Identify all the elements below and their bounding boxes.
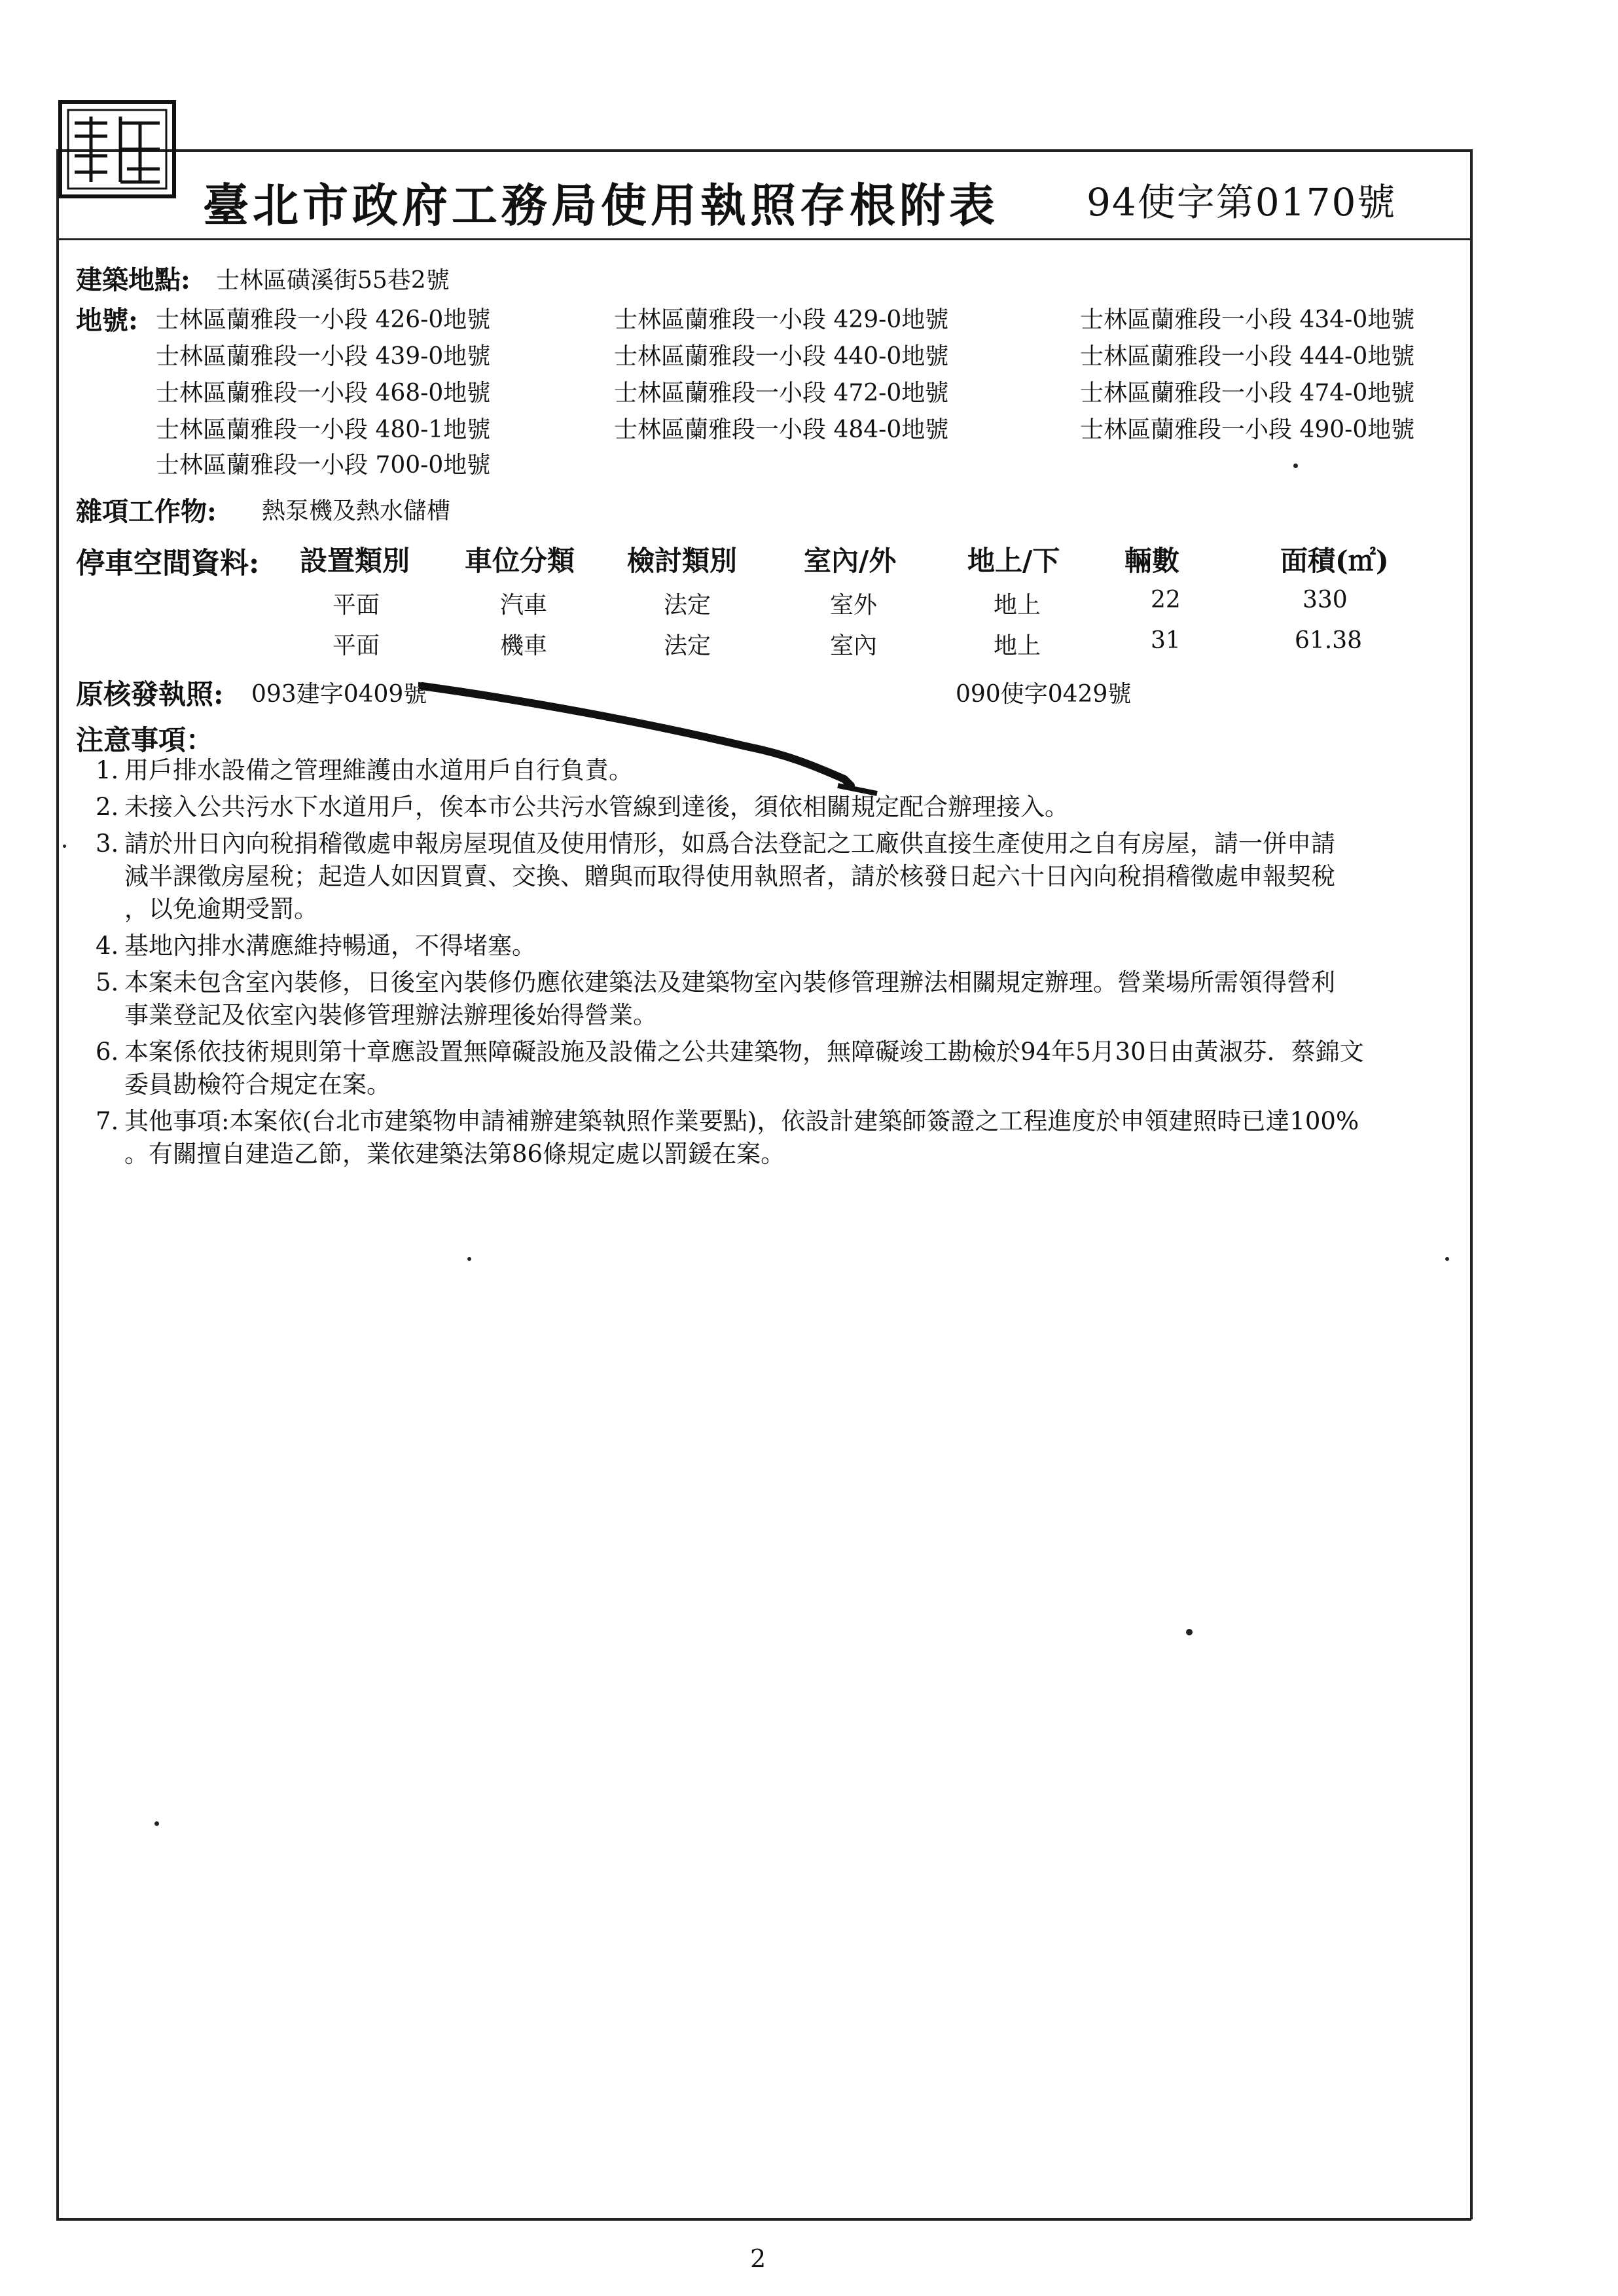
scan-speck bbox=[1186, 1629, 1193, 1635]
site-address: 士林區磺溪街55巷2號 bbox=[216, 267, 450, 294]
parking-cell: 31 bbox=[1151, 627, 1181, 654]
parking-label: 停車空間資料: bbox=[76, 547, 260, 580]
title-divider bbox=[56, 238, 1471, 240]
parking-header: 輛數 bbox=[1124, 545, 1180, 577]
parking-cell: 法定 bbox=[664, 592, 711, 619]
frame-left-border bbox=[56, 149, 59, 2219]
scan-speck bbox=[1445, 1257, 1449, 1261]
original-permit-label: 原核發執照: bbox=[76, 678, 224, 710]
parking-cell: 室外 bbox=[830, 592, 878, 619]
scan-speck bbox=[1293, 464, 1298, 468]
parcel-item: 士林區蘭雅段一小段 484-0地號 bbox=[614, 416, 949, 443]
parking-header: 設置類別 bbox=[300, 545, 410, 577]
parcel-item: 士林區蘭雅段一小段 490-0地號 bbox=[1080, 416, 1415, 443]
parcel-item: 士林區蘭雅段一小段 429-0地號 bbox=[614, 306, 949, 333]
parcel-item: 士林區蘭雅段一小段 444-0地號 bbox=[1080, 343, 1415, 370]
frame-top-border bbox=[56, 149, 1471, 152]
parcel-item: 士林區蘭雅段一小段 474-0地號 bbox=[1080, 380, 1415, 407]
note-line: 減半課徵房屋稅；起造人如因買賣、交換、贈與而取得使用執照者，請於核發日起六十日內向稅捐稽徵處申報契稅 bbox=[124, 862, 1335, 890]
site-label: 建築地點: bbox=[76, 264, 190, 295]
parcel-item: 士林區蘭雅段一小段 434-0地號 bbox=[1080, 306, 1415, 333]
notes-label: 注意事項： bbox=[76, 724, 214, 756]
parking-cell: 61.38 bbox=[1295, 627, 1363, 654]
parking-cell: 22 bbox=[1151, 587, 1181, 613]
note-number: 4. bbox=[96, 932, 119, 960]
note-line: 其他事項:本案依(台北市建築物申請補辦建築執照作業要點)，依設計建築師簽證之工程進度於申領建照時已達100% bbox=[124, 1107, 1359, 1135]
note-line: 基地內排水溝應維持暢通，不得堵塞。 bbox=[124, 932, 536, 960]
page-title: 臺北市政府工務局使用執照存根附表 bbox=[203, 178, 999, 232]
parking-header: 室內/外 bbox=[804, 545, 897, 577]
parcel-item: 士林區蘭雅段一小段 700-0地號 bbox=[156, 452, 491, 479]
parcel-item: 士林區蘭雅段一小段 439-0地號 bbox=[156, 343, 491, 370]
note-number: 5. bbox=[96, 968, 119, 996]
note-number: 1. bbox=[96, 756, 119, 784]
official-seal-stamp bbox=[55, 97, 179, 202]
note-line: 未接入公共污水下水道用戶，俟本市公共污水管線到達後，須依相關規定配合辦理接入。 bbox=[124, 793, 1069, 821]
note-line: 。有關擅自建造乙節，業依建築法第86條規定處以罰鍰在案。 bbox=[124, 1140, 785, 1168]
parking-header: 車位分類 bbox=[465, 545, 575, 577]
note-line: 事業登記及依室內裝修管理辦法辦理後始得營業。 bbox=[124, 1001, 657, 1029]
parcel-item: 士林區蘭雅段一小段 440-0地號 bbox=[614, 343, 949, 370]
original-permit-2: 090使字0429號 bbox=[956, 681, 1132, 708]
parcel-item: 士林區蘭雅段一小段 468-0地號 bbox=[156, 380, 491, 407]
note-line: 用戶排水設備之管理維護由水道用戶自行負責。 bbox=[124, 756, 633, 784]
note-line: 本案未包含室內裝修，日後室內裝修仍應依建築法及建築物室內裝修管理辦法相關規定辦理。營業場所需領得營利 bbox=[124, 968, 1335, 996]
parking-header: 檢討類別 bbox=[627, 545, 738, 577]
parking-cell: 平面 bbox=[333, 592, 380, 619]
note-line: 委員勘檢符合規定在案。 bbox=[124, 1070, 391, 1099]
note-number: 2. bbox=[96, 793, 119, 821]
parcel-item: 士林區蘭雅段一小段 426-0地號 bbox=[156, 306, 491, 333]
note-line: 本案係依技術規則第十章應設置無障礙設施及設備之公共建築物，無障礙竣工勘檢於94年5月30日由黃淑芬．蔡錦文 bbox=[124, 1038, 1364, 1066]
scan-speck bbox=[154, 1821, 159, 1826]
parking-cell: 室內 bbox=[830, 632, 878, 659]
parking-cell: 汽車 bbox=[500, 592, 548, 619]
frame-right-border bbox=[1470, 149, 1473, 2219]
frame-bottom-border bbox=[56, 2218, 1471, 2221]
parcels-label: 地號: bbox=[76, 305, 138, 336]
parking-cell: 地上 bbox=[994, 592, 1041, 619]
note-number: 7. bbox=[96, 1107, 119, 1135]
note-line: ，以免逾期受罰。 bbox=[124, 895, 318, 923]
page-number: 2 bbox=[750, 2244, 766, 2273]
parking-header: 面積(㎡) bbox=[1280, 545, 1389, 577]
scan-speck bbox=[467, 1257, 471, 1261]
misc-works-value: 熱泵機及熱水儲槽 bbox=[262, 498, 451, 524]
parking-cell: 地上 bbox=[994, 632, 1041, 659]
permit-number: 94使字第0170號 bbox=[1087, 180, 1397, 225]
parking-cell: 330 bbox=[1303, 587, 1348, 613]
parking-cell: 機車 bbox=[500, 632, 548, 659]
scan-speck bbox=[63, 845, 66, 848]
parking-cell: 平面 bbox=[333, 632, 380, 659]
parcel-item: 士林區蘭雅段一小段 480-1地號 bbox=[156, 416, 491, 443]
parcel-item: 士林區蘭雅段一小段 472-0地號 bbox=[614, 380, 949, 407]
note-line: 請於卅日內向稅捐稽徵處申報房屋現值及使用情形，如爲合法登記之工廠供直接生產使用之自有房屋，請一併申請 bbox=[124, 829, 1335, 858]
note-number: 3. bbox=[96, 829, 119, 858]
note-number: 6. bbox=[96, 1038, 119, 1066]
parking-cell: 法定 bbox=[664, 632, 711, 659]
misc-works-label: 雜項工作物: bbox=[76, 496, 217, 527]
original-permit-1: 093建字0409號 bbox=[251, 681, 427, 708]
parking-header: 地上/下 bbox=[967, 545, 1060, 577]
